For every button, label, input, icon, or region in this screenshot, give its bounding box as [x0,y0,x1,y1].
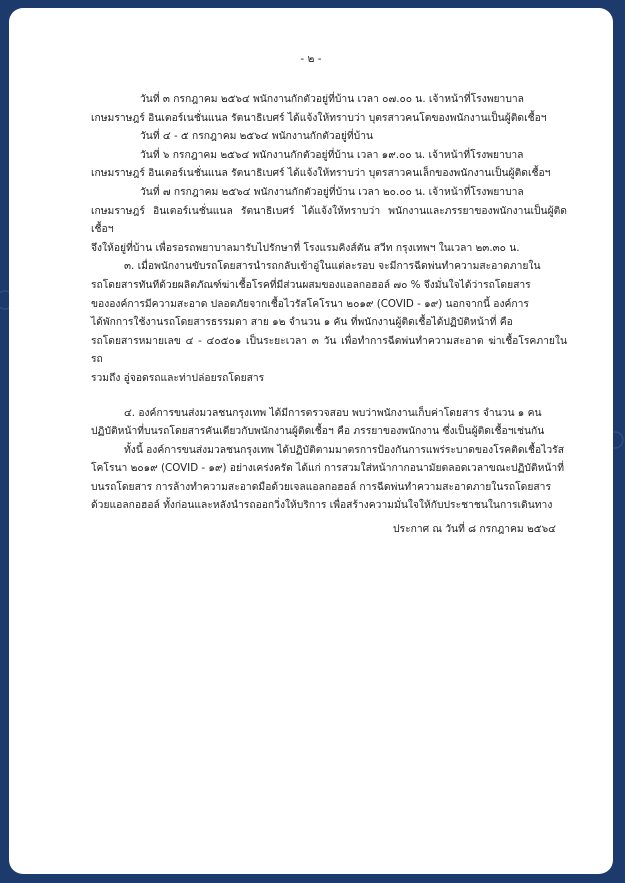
text-line: วันที่ ๓ กรกฎาคม ๒๕๖๔ พนักงานกักตัวอยู่ที่บ้าน เวลา ๐๗.๐๐ น. เจ้าหน้าที่โรงพยาบาล [140,93,524,105]
text-line: รถโดยสารทันทีด้วยผลิตภัณฑ์ฆ่าเชื้อโรคที่มีส่วนผสมของแอลกอฮอล์ ๗๐ % จึงมั่นใจได้ว่ารถโดยสาร [91,278,531,291]
text-line: เกษมราษฎร์ อินเตอร์เนชั่นแนล รัตนาธิเบศร์ ได้แจ้งให้ทราบว่า บุตรสาวคนเล็กของพนักงานเป็นผู้ติดเชื้อฯ [91,167,551,180]
document-page [9,8,613,874]
text-line: วันที่ ๖ กรกฎาคม ๒๕๖๔ พนักงานกักตัวอยู่ที่บ้าน เวลา ๑๙.๐๐ น. เจ้าหน้าที่โรงพยาบาล [140,148,524,161]
text-line: ๔. องค์การขนส่งมวลชนกรุงเทพ ได้มีการตรวจสอบ พบว่าพนักงานเก็บค่าโดยสาร จำนวน ๑ คน [124,406,542,419]
text-line: เกษมราษฎร์ อินเตอร์เนชั่นแนล รัตนาธิเบศร์ ได้แจ้งให้ทราบว่า บุตรสาวคนโตของพนักงานเป็นผู้ติดเชื้อฯ [91,111,547,124]
text-line: โคโรนา ๒๐๑๙ (COVID - ๑๙) อย่างเคร่งครัด ได้แก่ การสวมใส่หน้ากากอนามัยตลอดเวลาขณะปฏิบัติหน้าที่ [91,462,564,475]
text-line: เกษมราษฎร์ อินเตอร์เนชั่นแนล รัตนาธิเบศร์ ได้แจ้งให้ทราบว่า พนักงานและภรรยาของพนักงานเป็นผู้ติดเชื้อฯ [91,204,567,236]
text-line: ปฏิบัติหน้าที่บนรถโดยสารคันเดียวกับพนักงานผู้ติดเชื้อฯ คือ ภรรยาของพนักงาน ซึ่งเป็นผู้ติดเชื้อฯเช่นกัน [91,425,545,438]
page-number: - ๒ - [300,53,322,65]
text-line: บนรถโดยสาร การล้างทำความสะอาดมือด้วยเจลแอลกอฮอล์ การฉีดพ่นทำความสะอาดภายในรถโดยสาร [91,480,551,493]
text-line: ๓. เมื่อพนักงานขับรถโดยสารนำรถกลับเข้าอู่ในแต่ละรอบ จะมีการฉีดพ่นทำความสะอาดภายใน [124,260,541,273]
paragraph-gap [91,388,567,404]
text-line: วันที่ ๔ - ๕ กรกฎาคม ๒๕๖๔ พนักงานกักตัวอยู่ที่บ้าน [140,130,374,143]
text-line: ขององค์การมีความสะอาด ปลอดภัยจากเชื้อไวรัสโคโรนา ๒๐๑๙ (COVID - ๑๙) นอกจากนี้ องค์การ [91,297,529,310]
text-line: ทั้งนี้ องค์การขนส่งมวลชนกรุงเทพ ได้ปฏิบัติตามมาตรการป้องกันการแพร่ระบาดของโรคติดเชื้อไวรัส [124,443,564,456]
text-line: รถโดยสารหมายเลข ๔ - ๔๐๕๐๑ เป็นระยะเวลา ๓ วัน เพื่อทำการฉีดพ่นทำความสะอาด ฆ่าเชื้อโรคภายในรถ [91,334,567,366]
announcement-date: ประกาศ ณ วันที่ ๘ กรกฎาคม ๒๕๖๔ [393,523,556,535]
text-line: จึงให้อยู่ที่บ้าน เพื่อรอรถพยาบาลมารับไปรักษาที่ โรงแรมคิงส์ตัน สวีท กรุงเทพฯ ในเวลา ๒๓.๓๐ น. [91,241,520,254]
text-line: รวมถึง อู่จอดรถและท่าปล่อยรถโดยสาร [91,371,265,384]
text-line: ด้วยแอลกอฮอล์ ทั้งก่อนและหลังนำรถออกวิ่งให้บริการ เพื่อสร้างความมั่นใจให้กับประชาชนในการเดินทาง [91,499,553,512]
document-body [91,90,567,515]
text-line: วันที่ ๗ กรกฎาคม ๒๕๖๔ พนักงานกักตัวอยู่ที่บ้าน เวลา ๒๐.๐๐ น. เจ้าหน้าที่โรงพยาบาล [140,185,524,198]
text-line: ได้พักการใช้งานรถโดยสารธรรมดา สาย ๑๒ จำนวน ๑ คัน ที่พนักงานผู้ติดเชื้อได้ปฏิบัติหน้าที่ คือ [91,316,513,329]
